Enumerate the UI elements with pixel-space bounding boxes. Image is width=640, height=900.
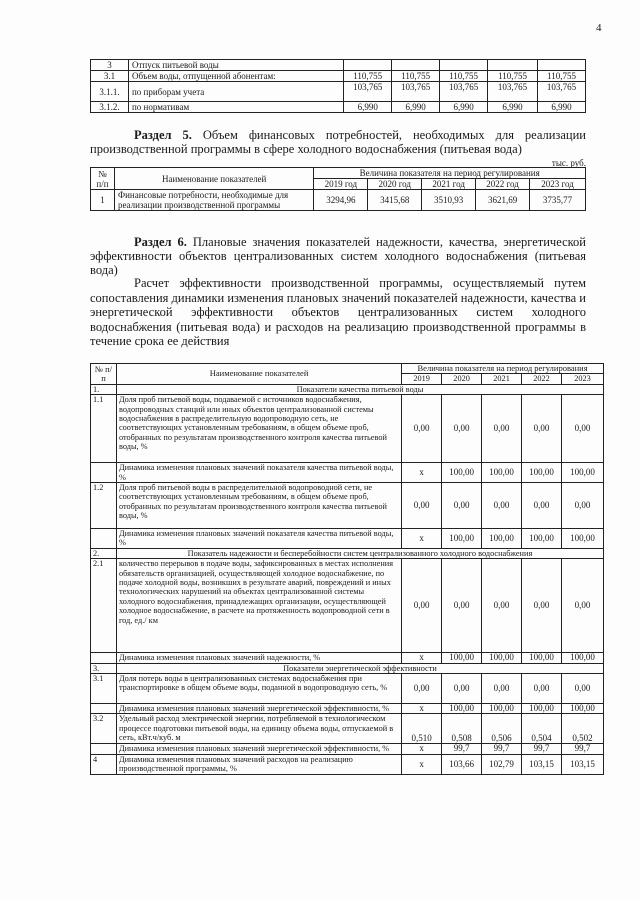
table-row [91,102,586,113]
cell-value: 3294,96 [314,190,368,211]
header-year: 2023 год [530,179,586,190]
section-name: Показатели энергетической эффективности [116,663,603,673]
header-num: № п/п [91,168,115,190]
row-name: по нормативам [128,102,343,113]
row-number [91,704,117,714]
cell-value: 99,7 [522,744,562,754]
efficiency-paragraph: Расчет эффективности производственной программы, осуществляемый путем сопоставления динамики изменения плановых значений показателей надежности, качества и энергетической эффективности объектов централизованных систем холодного водоснабжения (питьевая вода) и расходов на реализацию производственной программы в течение срока ее действия [90,276,586,349]
cell-value: 0,00 [442,395,482,463]
cell-value: 0,00 [402,674,442,704]
header-year: 2023 [561,374,603,384]
header-name: Наименование показателей [114,168,313,190]
cell-value: х [402,463,442,483]
cell-value: 0,00 [482,559,522,653]
header-year: 2021 [482,374,522,384]
cell-value: 0,00 [402,395,442,463]
cell-value: 0,00 [522,559,562,653]
row-number [91,463,117,483]
cell-value: 0,00 [442,674,482,704]
cell-value: 0,00 [561,395,603,463]
header-year: 2019 год [314,179,368,190]
cell-value: 100,00 [522,463,562,483]
cell-value: х [402,744,442,754]
cell-value: 110,755 [440,71,488,82]
cell-value: 0,00 [561,674,603,704]
row-name: Финансовые потребности, необходимые для реализации производственной программы [114,190,313,211]
cell-value: 0,00 [442,559,482,653]
cell-value: х [402,704,442,714]
row-number [91,529,117,549]
cell-value: 0,506 [482,714,522,744]
table-row [91,744,604,754]
cell-value: 0,00 [402,483,442,529]
cell-value: 100,00 [482,653,522,663]
table-row [91,714,604,744]
cell-value: 0,00 [482,674,522,704]
indicators-table [90,363,604,775]
row-name: количество перерывов в подаче воды, зафиксированных в местах исполнения обязательств организацией, осуществляющей холодное водоснабжение, по подаче холодной воды, возникших в результате аварий, повреждений и иных технологических нарушений на объектах централизованной системы холодного водоснабжения, принадлежащих организации, осуществляющей холодное водоснабжение, в расчете на протяженность водопроводной сети в год, ед./ км [116,559,401,653]
section-name: Показатели качества питьевой воды [116,384,603,394]
cell-value: 100,00 [561,704,603,714]
cell-value: 103,765 [344,82,392,102]
table-row [91,82,586,102]
row-number: 1.1 [91,395,117,463]
row-number: 1 [91,190,115,211]
row-name: Удельный расход электрической энергии, потребляемой в технологическом процессе подготовки питьевой воды, на единицу объема воды, отпускаемой в сеть, кВт.ч/куб. м [116,714,401,744]
header-year: 2019 [402,374,442,384]
cell-value: 100,00 [442,704,482,714]
cell-value: 0,00 [482,395,522,463]
cell-value: 0,00 [561,559,603,653]
table-row [91,463,604,483]
table-row [91,190,586,211]
row-name: Доля проб питьевой воды в распределительной водопроводной сети, не соответствующих установленным требованиям, в общем объеме проб, отобранных по результатам производственного контроля качества питьевой воды, % [116,483,401,529]
cell-value: 100,00 [561,529,603,549]
cell-value: 0,504 [522,714,562,744]
cell-value: х [402,653,442,663]
cell-value: 3510,93 [422,190,476,211]
cell-value: 0,510 [402,714,442,744]
section-name: Показатель надежности и бесперебойности систем централизованного холодного водоснабжения [116,548,603,558]
row-number: 3.1 [91,674,117,704]
row-name: Динамика изменения плановых значений надежности, % [116,653,401,663]
cell-value: 3735,77 [530,190,586,211]
cell-value: 103,15 [522,754,562,774]
table-row [91,754,604,774]
cell-value: 6,990 [440,102,488,113]
row-number: 3. [91,663,117,673]
cell-value: 103,765 [440,82,488,102]
row-number [91,744,117,754]
row-name: Динамика изменения плановых значений расходов на реализацию производственной программы, % [116,754,401,774]
row-name: Динамика изменения плановых значений энергетической эффективности, % [116,704,401,714]
unit-label: тыс. руб. [551,158,586,168]
cell-value: 100,00 [561,463,603,483]
cell-value: 0,00 [561,483,603,529]
cell-value: 6,990 [488,102,538,113]
row-number [91,653,117,663]
cell-value: 99,7 [561,744,603,754]
header-year: 2022 [522,374,562,384]
header-period: Величина показателя на период регулирования [314,168,586,179]
row-name: Объем воды, отпущенной абонентам: [128,71,343,82]
section-6-title: Плановые значения показателей надежности, качества, энергетической эффективности объектов централизованных систем холодного водоснабжения (питьевая вода) [90,235,586,277]
cell-value: 0,00 [402,559,442,653]
cell-value: 6,990 [344,102,392,113]
section-6-heading [90,235,586,277]
cell-value: 103,15 [561,754,603,774]
cell-value: 0,00 [522,483,562,529]
water-supply-table [90,59,586,113]
cell-value: 3621,69 [476,190,530,211]
section-row [91,384,604,394]
cell-value: 103,765 [488,82,538,102]
cell-value: 100,00 [442,653,482,663]
section-5-heading [90,128,586,156]
header-year: 2020 год [368,179,422,190]
cell-value: 3415,68 [368,190,422,211]
cell-value: 0,00 [522,395,562,463]
cell-value: 100,00 [522,653,562,663]
cell-value: 100,00 [482,704,522,714]
header-year: 2022 год [476,179,530,190]
cell-value: 6,990 [392,102,440,113]
row-name: Отпуск питьевой воды [128,60,343,71]
cell-value: 0,00 [442,483,482,529]
row-number: 3.1.2. [91,102,129,113]
table-row [91,704,604,714]
cell-value: 110,755 [488,71,538,82]
cell-value: 100,00 [442,463,482,483]
table-row [91,71,586,82]
cell-value: х [402,754,442,774]
row-number: 3.1.1. [91,82,129,102]
table-row [91,395,604,463]
cell-value: 99,7 [442,744,482,754]
row-number: 3.2 [91,714,117,744]
table-row [91,674,604,704]
section-6-label: Раздел 6. [134,235,187,249]
section-5-label: Раздел 5. [134,128,192,142]
row-number: 1. [91,384,117,394]
cell-value: 103,765 [392,82,440,102]
table-row [91,483,604,529]
header-name: Наименование показателей [116,364,401,385]
table-row [91,559,604,653]
section-row [91,663,604,673]
row-name: Динамика изменения плановых значений показателя качества питьевой воды, % [116,529,401,549]
row-number: 3 [91,60,129,71]
cell-value: 100,00 [522,529,562,549]
cell-value: 103,66 [442,754,482,774]
cell-value: 102,79 [482,754,522,774]
financial-needs-table [90,167,586,211]
header-year: 2021 год [422,179,476,190]
cell-value: 110,755 [538,71,586,82]
row-name: Доля проб питьевой воды, подаваемой с источников водоснабжения, водопроводных станций или иных объектов централизованной системы водоснабжения в распределительную водопроводную сеть, не соответствующих установленным требованиям, в общем объеме проб, отобранных по результатам производственного контроля качества питьевой воды, % [116,395,401,463]
section-row [91,548,604,558]
row-number: 4 [91,754,117,774]
page-number: 4 [596,22,602,34]
header-period: Величина показателя на период регулирования [402,364,604,374]
cell-value: х [402,529,442,549]
cell-value: 0,00 [522,674,562,704]
cell-value: 100,00 [561,653,603,663]
cell-value: 99,7 [482,744,522,754]
cell-value: 100,00 [482,463,522,483]
cell-value: 100,00 [442,529,482,549]
cell-value: 100,00 [522,704,562,714]
cell-value: 110,755 [392,71,440,82]
table-row [91,529,604,549]
cell-value: 0,00 [482,483,522,529]
row-number: 2. [91,548,117,558]
cell-value: 100,00 [482,529,522,549]
table-row [91,60,586,71]
row-number: 2.1 [91,559,117,653]
row-name: Доля потерь воды в централизованных системах водоснабжения при транспортировке в общем объеме воды, поданной в водопроводную сеть, % [116,674,401,704]
table-row [91,653,604,663]
header-num: № п/п [91,364,117,385]
cell-value: 0,508 [442,714,482,744]
row-name: Динамика изменения плановых значений показателя качества питьевой воды, % [116,463,401,483]
cell-value: 6,990 [538,102,586,113]
cell-value: 0,502 [561,714,603,744]
cell-value: 103,765 [538,82,586,102]
row-number: 3.1 [91,71,129,82]
row-number: 1.2 [91,483,117,529]
row-name: Динамика изменения плановых значений энергетической эффективности, % [116,744,401,754]
section-5-title: Объем финансовых потребностей, необходимых для реализации производственной программы в сфере холодного водоснабжения (питьевая вода) [90,128,586,156]
header-year: 2020 [442,374,482,384]
row-name: по приборам учета [128,82,343,102]
cell-value: 110,755 [344,71,392,82]
